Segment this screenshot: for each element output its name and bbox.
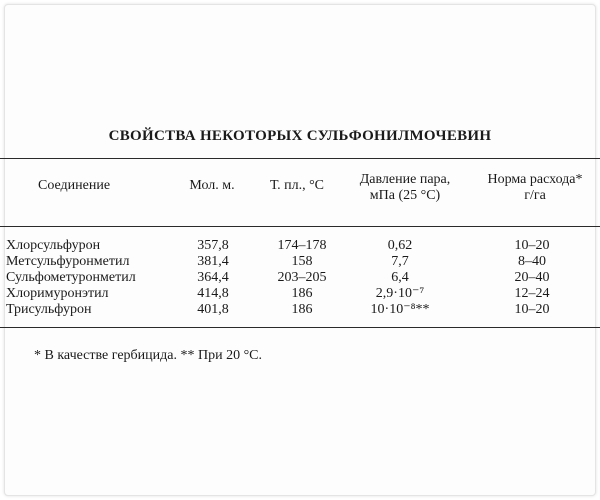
- header-vapor-pressure-line1: Давление пара,: [359, 172, 451, 187]
- table-row: [0, 286, 600, 302]
- header-melting-point: Т. пл., °C: [269, 178, 325, 193]
- header-rate-line1: Норма расхода*: [487, 172, 583, 187]
- cell-vapor-pressure: 7,7: [391, 254, 409, 269]
- table-row: [0, 238, 600, 254]
- cell-vapor-pressure: 6,4: [391, 270, 409, 285]
- header-bottom-rule: [0, 226, 600, 227]
- table-row: [0, 302, 600, 318]
- cell-melting-point: 186: [291, 286, 313, 301]
- cell-application-rate: 12–24: [514, 286, 550, 301]
- table-body: [0, 238, 600, 318]
- cell-vapor-pressure: 10·10⁻⁸**: [370, 302, 430, 317]
- table-title: СВОЙСТВА НЕКОТОРЫХ СУЛЬФОНИЛМОЧЕВИН: [108, 128, 492, 144]
- cell-mol-mass: 381,4: [197, 254, 229, 269]
- cell-mol-mass: 414,8: [197, 286, 229, 301]
- header-application-rate: [470, 172, 600, 204]
- cell-melting-point: 203–205: [277, 270, 327, 285]
- cell-application-rate: 8–40: [518, 254, 546, 269]
- header-mol-mass: Мол. м.: [189, 178, 235, 193]
- table-bottom-rule: [0, 327, 600, 328]
- cell-compound: Сульфометуронметил: [6, 270, 136, 285]
- table-row: [0, 270, 600, 286]
- cell-mol-mass: 401,8: [197, 302, 229, 317]
- cell-application-rate: 10–20: [514, 238, 550, 253]
- table-footnote: * В качестве гербицида. ** При 20 °С.: [34, 348, 263, 363]
- cell-melting-point: 158: [291, 254, 313, 269]
- cell-application-rate: 20–40: [514, 270, 550, 285]
- table-row: [0, 254, 600, 270]
- cell-melting-point: 174–178: [277, 238, 327, 253]
- header-vapor-pressure-line2: мПа (25 °С): [369, 188, 441, 203]
- header-rate-line2: г/га: [524, 188, 546, 203]
- cell-melting-point: 186: [291, 302, 313, 317]
- cell-compound: Трисульфурон: [6, 302, 92, 317]
- table-top-rule: [0, 158, 600, 159]
- cell-mol-mass: 357,8: [197, 238, 229, 253]
- header-vapor-pressure: [344, 172, 466, 204]
- cell-mol-mass: 364,4: [197, 270, 229, 285]
- cell-vapor-pressure: 2,9·10⁻⁷: [375, 286, 425, 301]
- cell-compound: Хлорсульфурон: [6, 238, 101, 253]
- header-compound: Соединение: [38, 178, 111, 193]
- cell-compound: Хлоримуронэтил: [6, 286, 109, 301]
- cell-vapor-pressure: 0,62: [387, 238, 413, 253]
- cell-application-rate: 10–20: [514, 302, 550, 317]
- cell-compound: Метсульфуронметил: [6, 254, 130, 269]
